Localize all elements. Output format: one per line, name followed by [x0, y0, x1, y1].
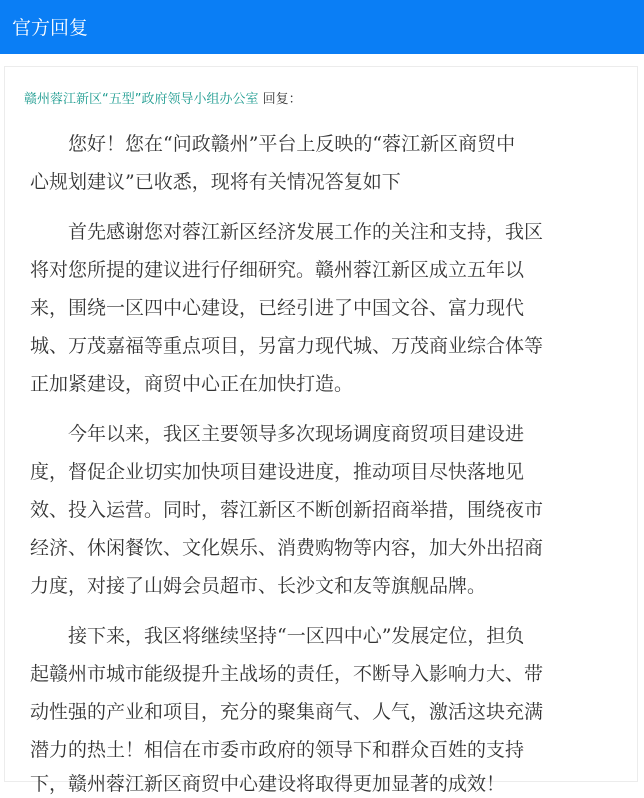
body-line: 将对您所提的建议进行仔细研究。赣州蓉江新区成立五年以 — [30, 259, 525, 281]
body-line: 接下来，我区将继续坚持“一区四中心”发展定位，担负 — [68, 625, 525, 647]
reply-attribution — [24, 90, 302, 110]
body-line: 动性强的产业和项目，充分的聚集商气、人气，激活这块充满 — [30, 701, 544, 723]
page-title: 官方回复 — [12, 17, 89, 39]
body-line: 下，赣州蓉江新区商贸中心建设将取得更加显著的成效！ — [30, 773, 506, 795]
body-line: 今年以来，我区主要领导多次现场调度商贸项目建设进 — [68, 423, 525, 445]
body-line: 经济、休闲餐饮、文化娱乐、消费购物等内容，加大外出招商 — [30, 537, 544, 559]
body-line: 起赣州市城市能级提升主战场的责任，不断导入影响力大、带 — [30, 663, 544, 685]
body-line: 正加紧建设，商贸中心正在加快打造。 — [30, 373, 354, 395]
header-bar — [0, 0, 644, 54]
body-line: 城、万茂嘉福等重点项目，另富力现代城、万茂商业综合体等 — [30, 335, 544, 357]
body-line: 您好！您在“问政赣州”平台上反映的“蓉江新区商贸中 — [68, 133, 516, 155]
body-line: 首先感谢您对蓉江新区经济发展工作的关注和支持，我区 — [68, 221, 544, 243]
body-line: 来，围绕一区四中心建设，已经引进了中国文谷、富力现代 — [30, 297, 525, 319]
body-line: 效、投入运营。同时，蓉江新区不断创新招商举措，围绕夜市 — [30, 499, 544, 521]
body-line: 力度，对接了山姆会员超市、长沙文和友等旗舰品牌。 — [30, 575, 487, 597]
reply-label: 回复： — [262, 92, 302, 107]
body-line: 心规划建议”已收悉，现将有关情况答复如下 — [30, 171, 401, 193]
reply-organization[interactable]: 赣州蓉江新区“五型”政府领导小组办公室 — [24, 92, 259, 107]
body-line: 潜力的热土！相信在市委市政府的领导下和群众百姓的支持 — [30, 739, 525, 761]
body-line: 度，督促企业切实加快项目建设进度，推动项目尽快落地见 — [30, 461, 525, 483]
